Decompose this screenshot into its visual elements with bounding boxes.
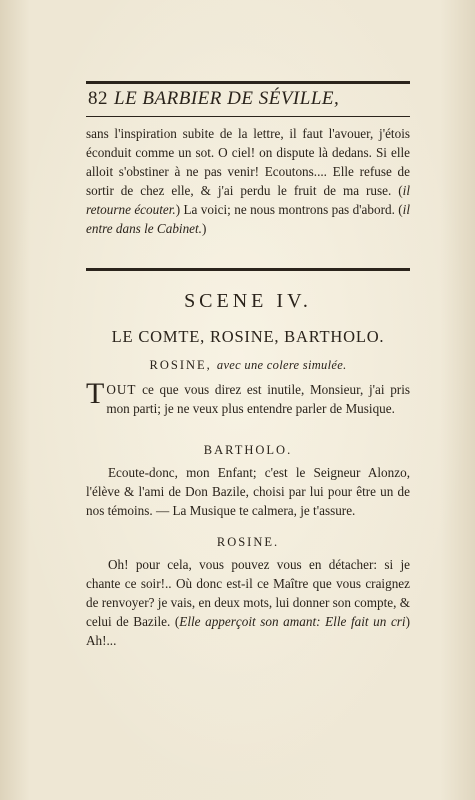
dialogue-bartholo: Ecoute-donc, mon Enfant; c'est le Seigneur Alonzo, l'élève & l'ami de Don Bazile, choisi par lui pour être un de nos témoins. — La Musique te calmera, je t'assure.: [86, 465, 410, 518]
dialogue-text: ce que vous direz est inutile, Monsieur, j'ai pris mon parti; je ne veux plus entendre parler de Musique.: [106, 382, 410, 416]
top-paragraph: [86, 124, 410, 238]
scene-title: SCENE IV.: [184, 290, 312, 312]
scene-characters: LE COMTE, ROSINE, BARTHOLO.: [111, 327, 385, 346]
header-bottom-rule: [86, 116, 410, 117]
speaker-heading: ROSINE.: [216, 535, 280, 549]
running-header: [88, 88, 408, 110]
stage-direction: il entre dans le Cabinet.: [86, 202, 410, 236]
stage-direction: Elle apperçoit son amant: Elle fait un cri: [179, 614, 406, 629]
dialogue-rosine-2: [86, 555, 410, 650]
speaker-name: ROSINE,: [149, 358, 212, 372]
page-number: 82: [88, 88, 108, 109]
dialogue-text-end: ) Ah!...: [86, 614, 410, 648]
running-title: LE BARBIER DE SÉVILLE,: [114, 88, 340, 109]
speaker-heading: BARTHOLO.: [203, 443, 293, 457]
top-paragraph-text-2: ) La voici; ne nous montrons pas d'abord. (: [175, 202, 403, 217]
stage-direction: il retourne écouter.: [86, 183, 410, 217]
drop-cap-rest: OUT: [106, 382, 137, 397]
speaker-heading: [86, 358, 410, 373]
dialogue-text: Oh! pour cela, vous pouvez vous en détacher: si je chante ce soir!.. Où donc est-il ce Maître que vous craignez de renvoyer? je vais, en deux mots, lui donner son compte, & celui de Bazile. (: [86, 557, 410, 629]
header-top-rule: [86, 81, 410, 84]
speaker-direction: avec une colere simulée.: [216, 358, 347, 372]
dialogue-rosine-1: [86, 377, 410, 418]
drop-cap: T: [86, 377, 105, 410]
top-paragraph-text-3: ): [201, 221, 207, 236]
top-paragraph-text-1: sans l'inspiration subite de la lettre, il faut l'avouer, j'étois éconduit comme un sot. O ciel! on dispute là dedans. Si elle alloit s'obstiner à ne pas venir! Ecoutons.... Elle refuse de sortir de chez elle, & j'ai perdu le fruit de ma ruse. (: [86, 126, 410, 198]
section-divider-rule: [86, 268, 410, 271]
